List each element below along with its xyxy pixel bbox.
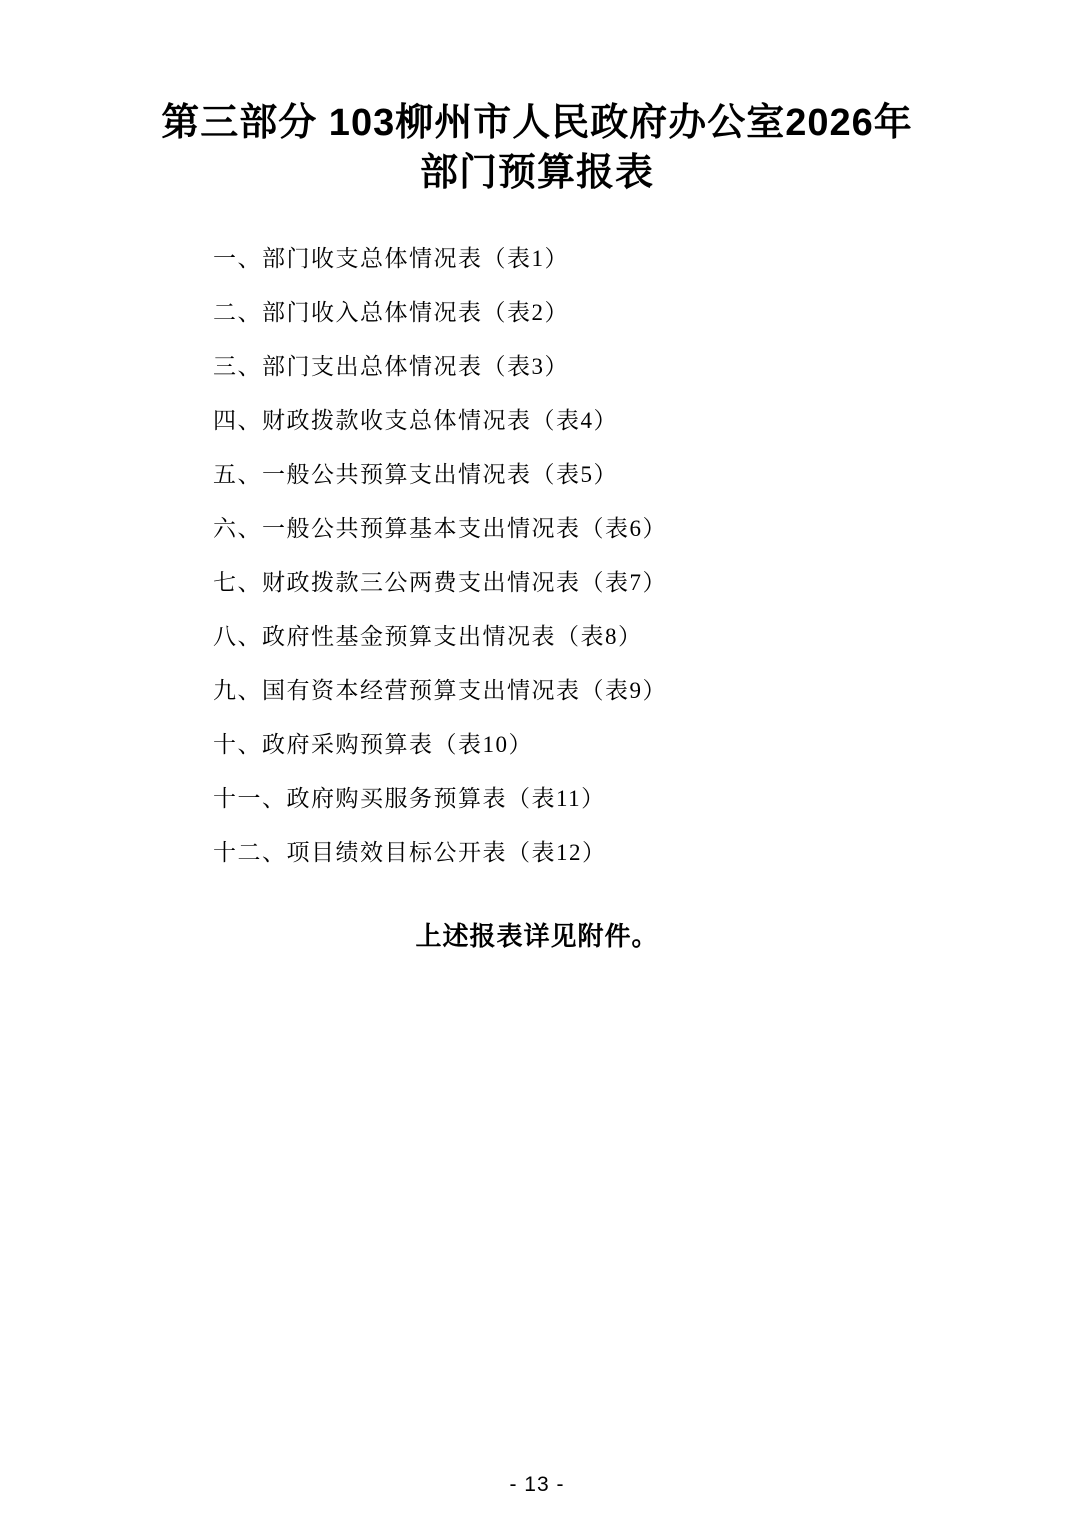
toc-item-1: 一、部门收支总体情况表（表1） — [213, 246, 569, 271]
page-title-line-1: 第三部分 103柳州市人民政府办公室2026年 — [161, 102, 913, 144]
toc-item-4: 四、财政拨款收支总体情况表（表4） — [213, 408, 618, 433]
toc-item-12: 十二、项目绩效目标公开表（表12） — [213, 840, 607, 865]
toc-list — [213, 245, 667, 893]
toc-item-9: 九、国有资本经营预算支出情况表（表9） — [213, 678, 667, 703]
toc-item-11: 十一、政府购买服务预算表（表11） — [213, 786, 606, 811]
toc-item-5: 五、一般公共预算支出情况表（表5） — [213, 462, 618, 487]
page-title — [0, 98, 1074, 198]
toc-item-6: 六、一般公共预算基本支出情况表（表6） — [213, 516, 667, 541]
toc-item-10: 十、政府采购预算表（表10） — [213, 732, 533, 757]
toc-item-7: 七、财政拨款三公两费支出情况表（表7） — [213, 570, 667, 595]
toc-item-2: 二、部门收入总体情况表（表2） — [213, 300, 569, 325]
page-title-line-2: 部门预算报表 — [419, 152, 654, 194]
page-number: - 13 - — [509, 1473, 565, 1496]
toc-item-3: 三、部门支出总体情况表（表3） — [213, 354, 569, 379]
attachment-note: 上述报表详见附件。 — [415, 922, 659, 951]
toc-item-8: 八、政府性基金预算支出情况表（表8） — [213, 624, 643, 649]
